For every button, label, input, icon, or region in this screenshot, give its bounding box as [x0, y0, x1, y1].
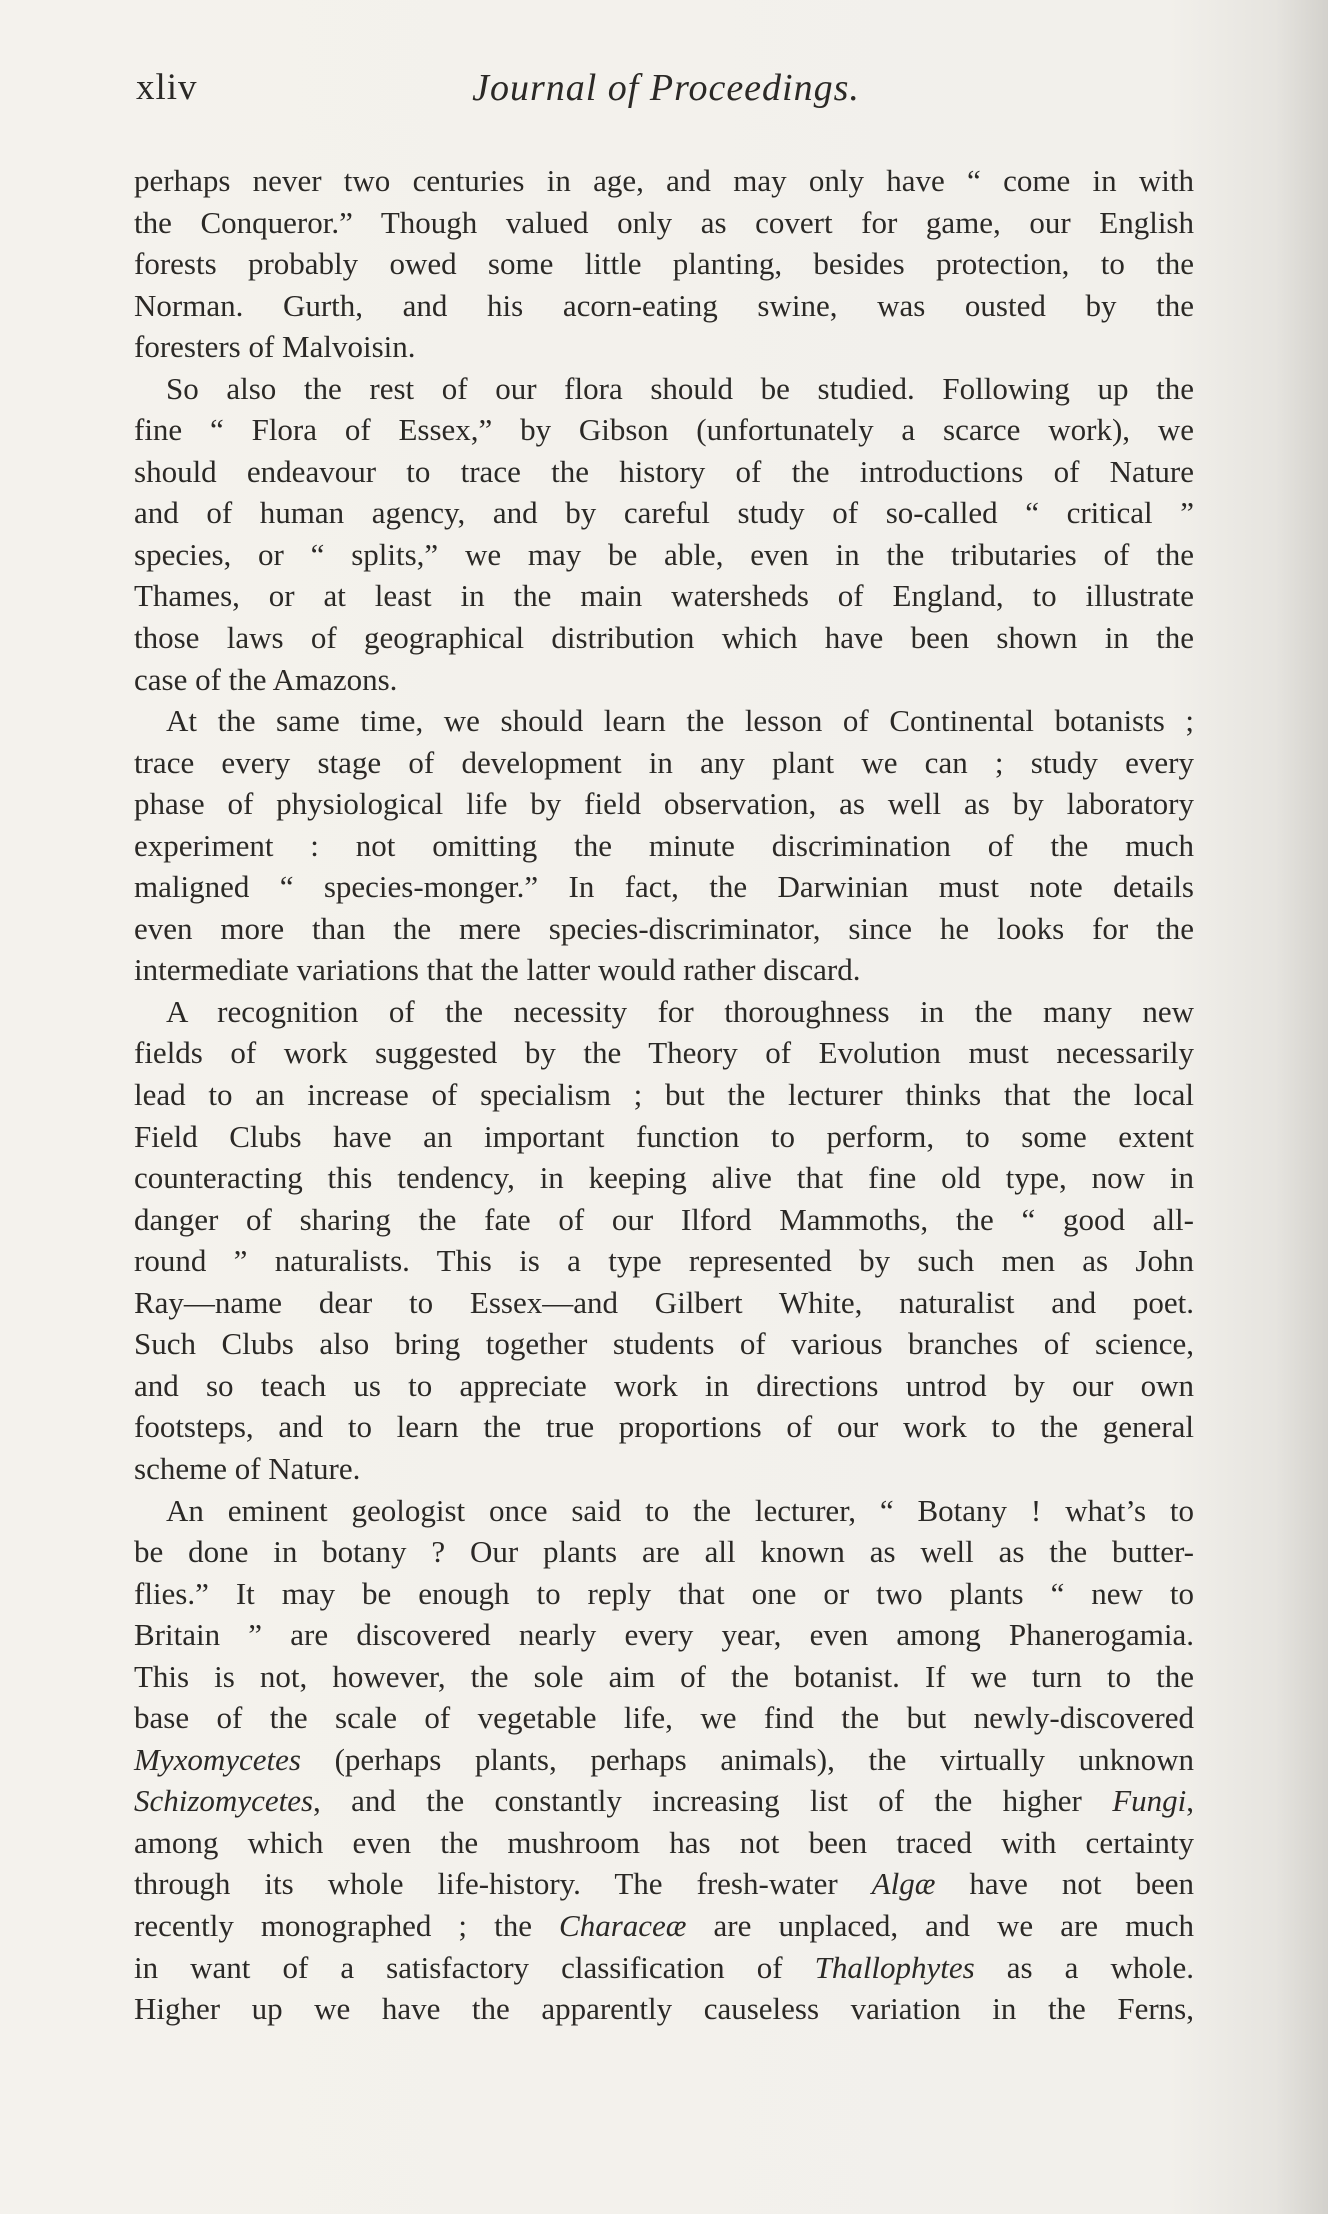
text-line — [134, 1947, 1194, 1989]
text-line: So also the rest of our flora should be studied. Following up the — [166, 370, 1194, 406]
text-run: (perhaps plants, perhaps animals), the virtually unknown — [300, 1741, 1194, 1777]
text-line: and so teach us to appreciate work in directions untrod by our own — [134, 1367, 1194, 1403]
text-line: counteracting this tendency, in keeping alive that fine old type, now in — [134, 1160, 1194, 1196]
text-line: among which even the mushroom has not been traced with certainty — [134, 1824, 1194, 1860]
text-line: Ray—name dear to Essex—and Gilbert White, naturalist and poet. — [134, 1284, 1194, 1320]
text-line: phase of physiological life by field observation, as well as by laboratory — [134, 786, 1194, 822]
text-line: danger of sharing the fate of our Ilford Mammoths, the “ good all- — [134, 1201, 1194, 1237]
page-number: xliv — [136, 67, 198, 108]
text-line: even more than the mere species-discriminator, since he looks for the — [134, 910, 1194, 946]
text-line: foresters of Malvoisin. — [134, 329, 416, 365]
text-run: through its whole life-history. The fresh-water — [134, 1866, 872, 1902]
text-line: forests probably owed some little planting, besides protection, to the — [134, 246, 1194, 282]
italic-term: Schizomycetes — [134, 1783, 314, 1819]
text-run: recently monographed ; the — [134, 1907, 560, 1943]
text-line: This is not, however, the sole aim of the botanist. If we turn to the — [134, 1658, 1194, 1694]
text-line: experiment : not omitting the minute discrimination of the much — [134, 827, 1194, 863]
text-line: flies.” It may be enough to reply that one or two plants “ new to — [134, 1575, 1194, 1611]
text-line: Field Clubs have an important function to perform, to some extent — [134, 1118, 1194, 1154]
italic-term: Thallophytes — [814, 1949, 975, 1985]
text-line: trace every stage of development in any plant we can ; study every — [134, 744, 1194, 780]
text-line: scheme of Nature. — [134, 1450, 361, 1486]
italic-term: Characeæ — [559, 1907, 687, 1943]
text-line — [134, 1863, 1194, 1905]
text-line: fine “ Flora of Essex,” by Gibson (unfortunately a scarce work), we — [134, 412, 1194, 448]
text-run: are unplaced, and we are much — [686, 1907, 1194, 1943]
italic-term: Fungi — [1112, 1783, 1187, 1819]
text-line: lead to an increase of specialism ; but the lecturer thinks that the local — [134, 1077, 1194, 1113]
text-line: case of the Amazons. — [134, 661, 398, 697]
text-run: as a whole. — [974, 1949, 1194, 1985]
text-line: intermediate variations that the latter would rather discard. — [134, 952, 861, 988]
text-run: in want of a satisfactory classification of — [134, 1949, 815, 1985]
text-line: and of human agency, and by careful study of so-called “ critical ” — [134, 495, 1194, 531]
text-line — [134, 1780, 1194, 1822]
italic-term: Algæ — [871, 1866, 936, 1902]
text-run: , — [1186, 1783, 1194, 1819]
text-line: those laws of geographical distribution which have been shown in the — [134, 620, 1194, 656]
text-line: Thames, or at least in the main watersheds of England, to illustrate — [134, 578, 1194, 614]
text-line: At the same time, we should learn the lesson of Continental botanists ; — [166, 703, 1194, 739]
italic-term: Myxomycetes — [134, 1741, 301, 1777]
text-line: base of the scale of vegetable life, we find the but newly-discovered — [134, 1700, 1194, 1736]
text-line — [134, 1905, 1194, 1947]
text-run: have not been — [935, 1866, 1194, 1902]
page-header — [136, 66, 1196, 126]
text-line: Norman. Gurth, and his acorn-eating swine, was ousted by the — [134, 287, 1194, 323]
text-line: maligned “ species-monger.” In fact, the Darwinian must note details — [134, 869, 1194, 905]
text-run: , and the constantly increasing list of the higher — [313, 1783, 1113, 1819]
text-line: fields of work suggested by the Theory of Evolution must necessarily — [134, 1035, 1194, 1071]
text-line: should endeavour to trace the history of the introductions of Nature — [134, 453, 1194, 489]
text-line: species, or “ splits,” we may be able, even in the tributaries of the — [134, 536, 1194, 572]
text-line — [134, 1739, 1194, 1781]
text-line: footsteps, and to learn the true proportions of our work to the general — [134, 1409, 1194, 1445]
running-title: Journal of Proceedings. — [472, 67, 860, 109]
text-line: Britain ” are discovered nearly every year, even among Phanerogamia. — [134, 1617, 1194, 1653]
text-line: round ” naturalists. This is a type represented by such men as John — [134, 1243, 1194, 1279]
text-line: be done in botany ? Our plants are all known as well as the butter- — [134, 1534, 1194, 1570]
text-line: the Conqueror.” Though valued only as covert for game, our English — [134, 204, 1194, 240]
text-line: Higher up we have the apparently causeless variation in the Ferns, — [134, 1991, 1194, 2027]
text-line: Such Clubs also bring together students of various branches of science, — [134, 1326, 1194, 1362]
text-line: A recognition of the necessity for thoroughness in the many new — [166, 993, 1194, 1029]
text-line: perhaps never two centuries in age, and may only have “ come in with — [134, 163, 1194, 198]
text-line: An eminent geologist once said to the lecturer, “ Botany ! what’s to — [166, 1492, 1194, 1528]
body-text — [134, 160, 1194, 2030]
